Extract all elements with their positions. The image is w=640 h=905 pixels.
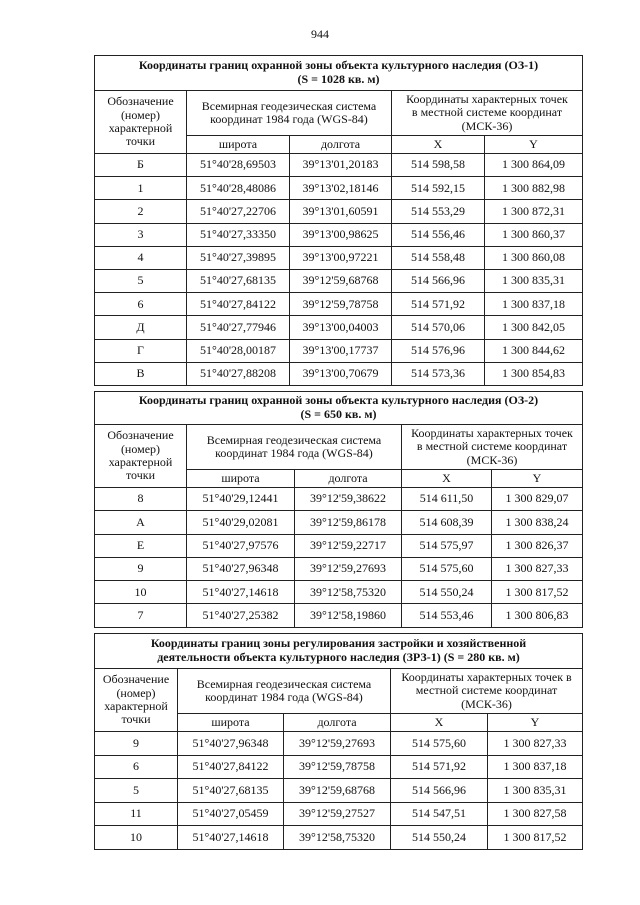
- x-coordinate-cell: 514 592,15: [392, 177, 485, 200]
- table-body: [95, 154, 583, 386]
- msk-header-line: местной системе координат: [415, 683, 558, 698]
- latitude-cell: 51°40'29,02081: [187, 511, 295, 534]
- point-id-cell: Б: [95, 154, 187, 177]
- x-coordinate-cell: 514 547,51: [391, 802, 488, 826]
- lon-header: долгота: [290, 136, 392, 154]
- table-row: [95, 223, 583, 246]
- y-coordinate-cell: 1 300 844,62: [485, 339, 583, 362]
- coordinates-table-oz1: [94, 55, 583, 386]
- x-coordinate-cell: 514 575,60: [402, 557, 492, 580]
- wgs-header-line: координат 1984 года (WGS-84): [215, 446, 373, 460]
- latitude-cell: 51°40'27,96348: [187, 557, 295, 580]
- x-coordinate-cell: 514 553,29: [392, 200, 485, 223]
- table-row: [95, 779, 583, 803]
- table-title: [95, 634, 583, 669]
- table-row: [95, 826, 583, 850]
- latitude-cell: 51°40'27,25382: [187, 604, 295, 627]
- latitude-cell: 51°40'27,68135: [178, 779, 284, 803]
- msk-header-line: Координаты характерных точек в: [401, 669, 572, 684]
- x-header: X: [402, 470, 492, 488]
- title-line-1: Координаты границ зоны регулирования застройки и хозяйственной: [150, 636, 527, 651]
- msk-header-line: Координаты характерных точек: [406, 91, 568, 106]
- msk-header-line: (МСК-36): [461, 118, 513, 133]
- point-id-cell: 5: [95, 269, 187, 292]
- table-title: [95, 392, 583, 425]
- y-coordinate-cell: 1 300 854,83: [485, 362, 583, 385]
- wgs-header-line: координат 1984 года (WGS-84): [205, 690, 363, 704]
- longitude-cell: 39°12'59,68768: [290, 269, 392, 292]
- y-coordinate-cell: 1 300 860,08: [485, 246, 583, 269]
- x-coordinate-cell: 514 576,96: [392, 339, 485, 362]
- y-coordinate-cell: 1 300 817,52: [492, 581, 583, 604]
- longitude-cell: 39°13'01,20183: [290, 154, 392, 177]
- longitude-cell: 39°12'59,22717: [295, 534, 402, 557]
- x-coordinate-cell: 514 573,36: [392, 362, 485, 385]
- table-row: [95, 339, 583, 362]
- x-coordinate-cell: 514 570,06: [392, 316, 485, 339]
- latitude-cell: 51°40'27,88208: [187, 362, 290, 385]
- latitude-cell: 51°40'27,77946: [187, 316, 290, 339]
- longitude-cell: 39°12'58,19860: [295, 604, 402, 627]
- table-row: [95, 293, 583, 316]
- longitude-cell: 39°13'00,04003: [290, 316, 392, 339]
- latitude-cell: 51°40'27,39895: [187, 246, 290, 269]
- longitude-cell: 39°12'59,27693: [284, 732, 391, 756]
- latitude-cell: 51°40'27,22706: [187, 200, 290, 223]
- y-coordinate-cell: 1 300 817,52: [488, 826, 583, 850]
- point-id-cell: 10: [95, 581, 187, 604]
- point-id-cell: 10: [95, 826, 178, 850]
- point-header: [95, 425, 187, 488]
- x-coordinate-cell: 514 550,24: [402, 581, 492, 604]
- point-header-line: Обозначение: [107, 428, 174, 443]
- latitude-cell: 51°40'27,14618: [178, 826, 284, 850]
- point-id-cell: 5: [95, 779, 178, 803]
- table-row: [95, 316, 583, 339]
- msk-header-line: Координаты характерных точек: [411, 425, 573, 440]
- lon-header: долгота: [295, 470, 402, 488]
- point-header-line: характерной: [108, 121, 173, 135]
- latitude-cell: 51°40'28,69503: [187, 154, 290, 177]
- longitude-cell: 39°13'00,70679: [290, 362, 392, 385]
- point-id-cell: В: [95, 362, 187, 385]
- table-title-row: [95, 56, 583, 91]
- table-row: [95, 177, 583, 200]
- point-id-cell: 4: [95, 246, 187, 269]
- table-row: [95, 154, 583, 177]
- y-coordinate-cell: 1 300 806,83: [492, 604, 583, 627]
- header-row: [95, 91, 583, 136]
- wgs-header: [178, 669, 391, 714]
- wgs-header: [187, 91, 392, 136]
- y-coordinate-cell: 1 300 860,37: [485, 223, 583, 246]
- table-title-row: [95, 392, 583, 425]
- longitude-cell: 39°12'59,78758: [290, 293, 392, 316]
- table-row: [95, 802, 583, 826]
- x-coordinate-cell: 514 566,96: [391, 779, 488, 803]
- latitude-cell: 51°40'27,05459: [178, 802, 284, 826]
- coordinates-table-oz2: [94, 391, 583, 628]
- y-coordinate-cell: 1 300 837,18: [488, 755, 583, 779]
- longitude-cell: 39°12'59,27527: [284, 802, 391, 826]
- y-header: Y: [485, 136, 583, 154]
- x-coordinate-cell: 514 571,92: [392, 293, 485, 316]
- x-coordinate-cell: 514 575,60: [391, 732, 488, 756]
- point-id-cell: Е: [95, 534, 187, 557]
- table-row: [95, 557, 583, 580]
- latitude-cell: 51°40'27,33350: [187, 223, 290, 246]
- longitude-cell: 39°12'59,27693: [295, 557, 402, 580]
- table-row: [95, 755, 583, 779]
- lat-header: широта: [187, 470, 295, 488]
- title-line-2: деятельности объекта культурного наследия (ЗРЗ-1) (S = 280 кв. м): [157, 650, 520, 664]
- latitude-cell: 51°40'27,84122: [178, 755, 284, 779]
- point-id-cell: 11: [95, 802, 178, 826]
- table-row: [95, 534, 583, 557]
- x-coordinate-cell: 514 556,46: [392, 223, 485, 246]
- title-line-1: Координаты границ охранной зоны объекта культурного наследия (ОЗ-1): [138, 58, 539, 73]
- wgs-header-line: Всемирная геодезическая система: [196, 676, 372, 691]
- y-coordinate-cell: 1 300 872,31: [485, 200, 583, 223]
- y-coordinate-cell: 1 300 827,33: [488, 732, 583, 756]
- x-coordinate-cell: 514 575,97: [402, 534, 492, 557]
- latitude-cell: 51°40'28,48086: [187, 177, 290, 200]
- wgs-header: [187, 425, 402, 470]
- wgs-header-line: Всемирная геодезическая система: [201, 98, 377, 113]
- x-coordinate-cell: 514 553,46: [402, 604, 492, 627]
- longitude-cell: 39°13'00,98625: [290, 223, 392, 246]
- longitude-cell: 39°13'01,60591: [290, 200, 392, 223]
- point-header-line: точки: [125, 134, 156, 149]
- table-row: [95, 200, 583, 223]
- lat-header: широта: [187, 136, 290, 154]
- point-id-cell: Г: [95, 339, 187, 362]
- table-row: [95, 269, 583, 292]
- point-id-cell: 9: [95, 557, 187, 580]
- y-coordinate-cell: 1 300 838,24: [492, 511, 583, 534]
- table-row: [95, 732, 583, 756]
- table-row: [95, 246, 583, 269]
- longitude-cell: 39°12'59,86178: [295, 511, 402, 534]
- y-coordinate-cell: 1 300 835,31: [485, 269, 583, 292]
- table-row: [95, 604, 583, 627]
- point-header-line: Обозначение: [107, 94, 174, 109]
- y-coordinate-cell: 1 300 842,05: [485, 316, 583, 339]
- point-header-line: Обозначение: [102, 672, 170, 687]
- y-coordinate-cell: 1 300 829,07: [492, 488, 583, 511]
- point-id-cell: 8: [95, 488, 187, 511]
- msk-header: [391, 669, 583, 714]
- longitude-cell: 39°13'02,18146: [290, 177, 392, 200]
- x-header: X: [392, 136, 485, 154]
- latitude-cell: 51°40'27,97576: [187, 534, 295, 557]
- y-coordinate-cell: 1 300 826,37: [492, 534, 583, 557]
- point-id-cell: 2: [95, 200, 187, 223]
- y-coordinate-cell: 1 300 827,58: [488, 802, 583, 826]
- wgs-header-line: Всемирная геодезическая система: [206, 432, 382, 447]
- longitude-cell: 39°13'00,97221: [290, 246, 392, 269]
- point-id-cell: 9: [95, 732, 178, 756]
- coordinates-table-zrz1: [94, 633, 583, 850]
- table-body: [95, 488, 583, 628]
- longitude-cell: 39°12'59,38622: [295, 488, 402, 511]
- x-coordinate-cell: 514 558,48: [392, 246, 485, 269]
- point-header-line: характерной: [104, 699, 168, 713]
- y-coordinate-cell: 1 300 837,18: [485, 293, 583, 316]
- point-id-cell: 3: [95, 223, 187, 246]
- x-coordinate-cell: 514 608,39: [402, 511, 492, 534]
- y-coordinate-cell: 1 300 864,09: [485, 154, 583, 177]
- latitude-cell: 51°40'27,96348: [178, 732, 284, 756]
- point-header-line: (номер): [120, 441, 161, 456]
- table-row: [95, 488, 583, 511]
- msk-header: [402, 425, 583, 470]
- longitude-cell: 39°12'58,75320: [295, 581, 402, 604]
- point-id-cell: Д: [95, 316, 187, 339]
- longitude-cell: 39°12'59,78758: [284, 755, 391, 779]
- table-title-row: [95, 634, 583, 669]
- table-body: [95, 732, 583, 850]
- y-header: Y: [488, 714, 583, 732]
- title-line-2: (S = 650 кв. м): [300, 407, 377, 421]
- longitude-cell: 39°12'59,68768: [284, 779, 391, 803]
- point-id-cell: 7: [95, 604, 187, 627]
- title-line-2: (S = 1028 кв. м): [297, 72, 380, 86]
- x-coordinate-cell: 514 571,92: [391, 755, 488, 779]
- longitude-cell: 39°13'00,17737: [290, 339, 392, 362]
- lon-header: долгота: [284, 714, 391, 732]
- msk-header-line: в местной системе координат: [411, 105, 563, 120]
- table-title: [95, 56, 583, 91]
- latitude-cell: 51°40'27,14618: [187, 581, 295, 604]
- page-number: 944: [311, 27, 329, 41]
- latitude-cell: 51°40'27,68135: [187, 269, 290, 292]
- header-row: [95, 669, 583, 714]
- table-row: [95, 511, 583, 534]
- title-line-1: Координаты границ охранной зоны объекта культурного наследия (ОЗ-2): [138, 393, 539, 408]
- point-id-cell: А: [95, 511, 187, 534]
- x-coordinate-cell: 514 611,50: [402, 488, 492, 511]
- point-id-cell: 6: [95, 293, 187, 316]
- header-row: [95, 425, 583, 470]
- wgs-header-line: координат 1984 года (WGS-84): [210, 112, 368, 126]
- latitude-cell: 51°40'27,84122: [187, 293, 290, 316]
- point-header-line: точки: [125, 468, 156, 483]
- latitude-cell: 51°40'29,12441: [187, 488, 295, 511]
- longitude-cell: 39°12'58,75320: [284, 826, 391, 850]
- x-coordinate-cell: 514 550,24: [391, 826, 488, 850]
- msk-header-line: (МСК-36): [466, 452, 518, 467]
- latitude-cell: 51°40'28,00187: [187, 339, 290, 362]
- x-header: X: [391, 714, 488, 732]
- msk-header: [392, 91, 583, 136]
- point-header: [95, 91, 187, 154]
- point-id-cell: 6: [95, 755, 178, 779]
- lat-header: широта: [178, 714, 284, 732]
- point-header-line: (номер): [116, 685, 156, 700]
- point-header-line: (номер): [120, 107, 161, 122]
- x-coordinate-cell: 514 598,58: [392, 154, 485, 177]
- point-header-line: характерной: [108, 455, 173, 469]
- point-header-line: точки: [121, 712, 151, 727]
- point-id-cell: 1: [95, 177, 187, 200]
- y-coordinate-cell: 1 300 835,31: [488, 779, 583, 803]
- table-row: [95, 362, 583, 385]
- table-row: [95, 581, 583, 604]
- x-coordinate-cell: 514 566,96: [392, 269, 485, 292]
- y-header: Y: [492, 470, 583, 488]
- y-coordinate-cell: 1 300 882,98: [485, 177, 583, 200]
- msk-header-line: (МСК-36): [461, 696, 512, 711]
- msk-header-line: в местной системе координат: [416, 439, 568, 454]
- point-header: [95, 669, 178, 732]
- y-coordinate-cell: 1 300 827,33: [492, 557, 583, 580]
